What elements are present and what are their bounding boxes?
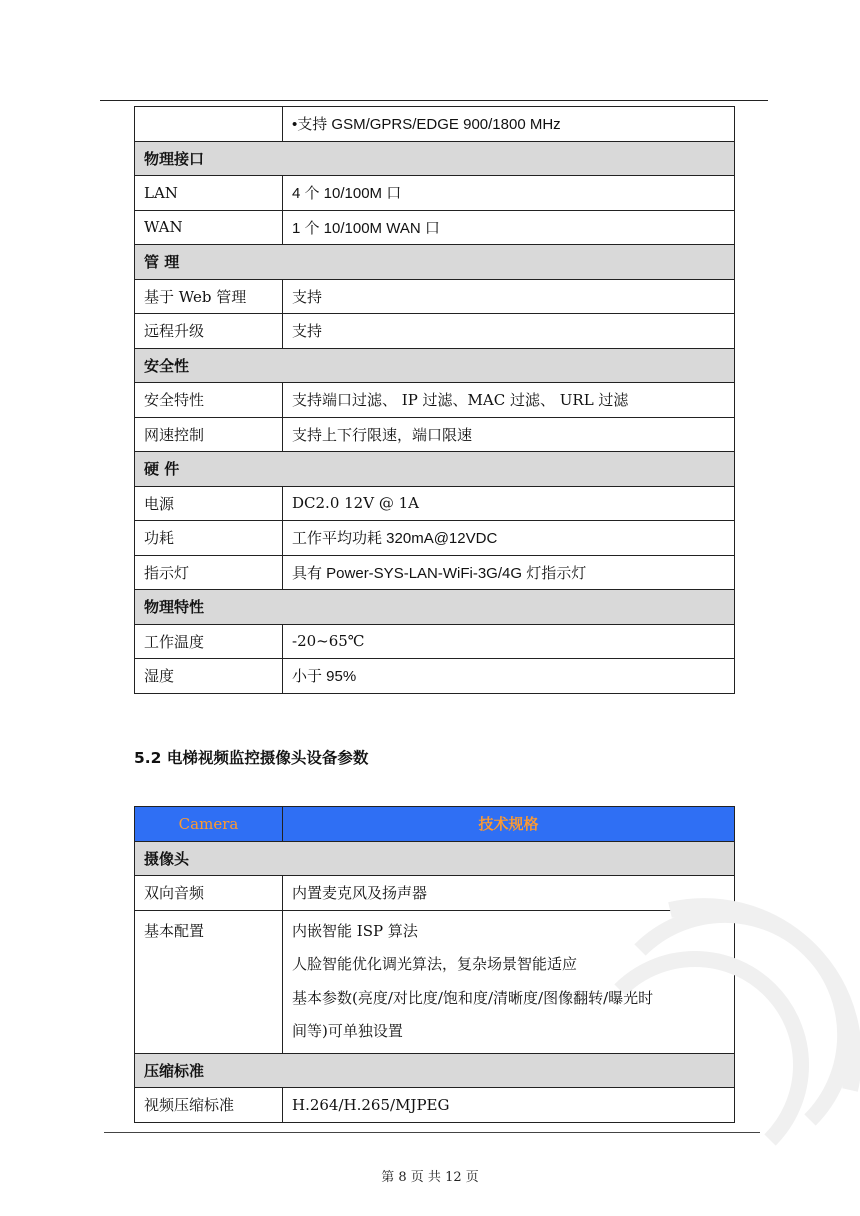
section-heading: 5.2 电梯视频监控摄像头设备参数	[134, 749, 369, 767]
config-line: 内嵌智能 ISP 算法	[292, 921, 418, 940]
section-label: 硬 件	[135, 452, 735, 487]
section-row	[135, 245, 735, 280]
footer-total-pages: 12	[445, 1170, 462, 1185]
table-row	[135, 314, 735, 349]
row-key	[135, 107, 283, 142]
section-label: 压缩标准	[135, 1053, 735, 1088]
section-row-compression	[135, 1053, 735, 1088]
row-key: 视频压缩标准	[135, 1088, 283, 1123]
table-row	[135, 486, 735, 521]
section-label: 物理特性	[135, 590, 735, 625]
row-key: 电源	[135, 486, 283, 521]
row-value: 内置麦克风及扬声器	[283, 876, 735, 911]
row-key: 基本配置	[135, 910, 283, 1053]
row-key: 指示灯	[135, 555, 283, 590]
footer-mid: 页 共	[410, 1170, 441, 1185]
header-spec: 技术规格	[283, 807, 735, 842]
row-key: LAN	[135, 176, 283, 211]
row-value: •支持 GSM/GPRS/EDGE 900/1800 MHz	[283, 107, 735, 142]
config-line: 人脸智能优化调光算法，复杂场景智能适应	[292, 955, 578, 973]
config-line: 间等)可单独设置	[292, 1022, 403, 1040]
table-row	[135, 279, 735, 314]
row-key: 远程升级	[135, 314, 283, 349]
table-header-row	[135, 807, 735, 842]
footer-suffix: 页	[465, 1170, 479, 1185]
row-value: -20~65℃	[283, 624, 735, 659]
table-row	[135, 383, 735, 418]
row-key: 安全特性	[135, 383, 283, 418]
page-footer	[0, 1166, 860, 1185]
row-key: 网速控制	[135, 417, 283, 452]
footer-page-number: 8	[398, 1170, 407, 1185]
table-row	[135, 910, 735, 1053]
footer-prefix: 第	[381, 1170, 395, 1185]
section-row	[135, 590, 735, 625]
row-key: 湿度	[135, 659, 283, 694]
section-label: 安全性	[135, 348, 735, 383]
row-value: 具有 Power-SYS-LAN-WiFi-3G/4G 灯指示灯	[283, 555, 735, 590]
table-row	[135, 521, 735, 556]
table-row	[135, 417, 735, 452]
footer-rule	[104, 1132, 760, 1133]
table-row	[135, 1088, 735, 1123]
row-key: 工作温度	[135, 624, 283, 659]
row-key: 基于 Web 管理	[135, 279, 283, 314]
row-key: 功耗	[135, 521, 283, 556]
row-key: 双向音频	[135, 876, 283, 911]
section-row	[135, 348, 735, 383]
row-value: 4 个 10/100M 口	[283, 176, 735, 211]
header-rule	[100, 100, 768, 101]
table-row	[135, 176, 735, 211]
row-value: 支持	[283, 279, 735, 314]
table-row	[135, 107, 735, 142]
row-value: 支持上下行限速，端口限速	[283, 417, 735, 452]
spec-table-camera	[134, 806, 735, 1123]
row-value: 1 个 10/100M WAN 口	[283, 210, 735, 245]
row-value: 小于 95%	[283, 659, 735, 694]
section-label: 物理接口	[135, 141, 735, 176]
row-value-multiline	[283, 910, 735, 1053]
section-label: 摄像头	[135, 841, 735, 876]
config-line: 基本参数(亮度/对比度/饱和度/清晰度/图像翻转/曝光时	[292, 988, 654, 1007]
row-value: H.264/H.265/MJPEG	[283, 1088, 735, 1123]
row-value: 支持	[283, 314, 735, 349]
row-value: 工作平均功耗 320mA@12VDC	[283, 521, 735, 556]
table-row	[135, 555, 735, 590]
header-camera: Camera	[135, 807, 283, 842]
table-row	[135, 210, 735, 245]
table-row	[135, 659, 735, 694]
row-value: DC2.0 12V @ 1A	[283, 486, 735, 521]
row-value: 支持端口过滤、 IP 过滤、MAC 过滤、 URL 过滤	[283, 383, 735, 418]
table-row	[135, 876, 735, 911]
section-row-camera	[135, 841, 735, 876]
section-row	[135, 141, 735, 176]
section-label: 管 理	[135, 245, 735, 280]
spec-table-router	[134, 106, 735, 694]
section-row	[135, 452, 735, 487]
table-row	[135, 624, 735, 659]
row-key: WAN	[135, 210, 283, 245]
